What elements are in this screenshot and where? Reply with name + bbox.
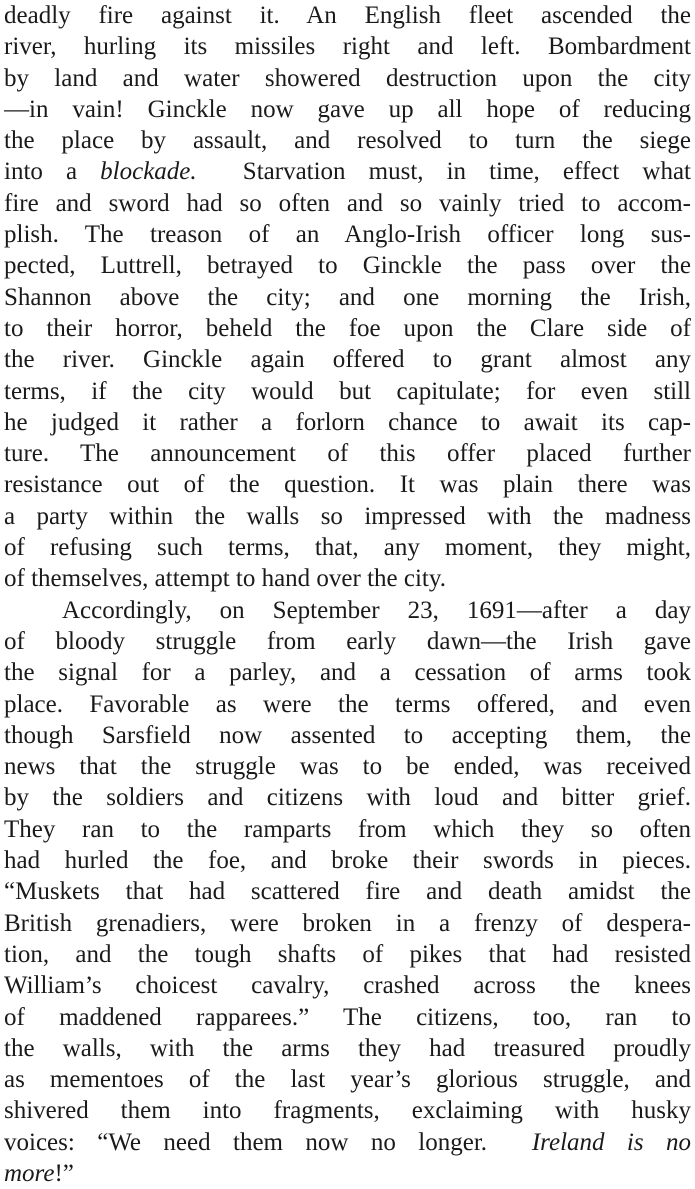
italic-text: blockade.: [100, 158, 197, 186]
text-line: ture. The announcement of this offer placed further: [4, 440, 691, 468]
text-line: British grenadiers, were broken in a frenzy of despera-: [4, 909, 691, 937]
text-line: resistance out of the question. It was plain there was: [4, 471, 691, 499]
text-line: Accordingly, on September 23, 1691—after a day: [62, 596, 691, 624]
italic-text: more: [4, 1159, 55, 1187]
text-line: fire and sword had so often and so vainly tried to accom-: [4, 189, 691, 217]
text-run: into a: [4, 158, 101, 186]
text-line: terms, if the city would but capitulate; for even still: [4, 377, 691, 405]
text-line: the river. Ginckle again offered to grant almost any: [4, 346, 691, 374]
text-line: by land and water showered destruction upon the city: [4, 64, 691, 92]
text-line: news that the struggle was to be ended, was received: [4, 753, 691, 781]
text-line: a party within the walls so impressed with the madness: [4, 502, 691, 530]
text-line: [4, 1158, 691, 1189]
text-line: to their horror, beheld the foe upon the Clare side of: [4, 314, 691, 342]
paragraph-2: [4, 595, 691, 1189]
text-line: tion, and the tough shafts of pikes that had resisted: [4, 940, 691, 968]
text-line: the signal for a parley, and a cessation of arms took: [4, 659, 691, 687]
text-line: by the soldiers and citizens with loud and bitter grief.: [4, 784, 691, 812]
text-line: —in vain! Ginckle now gave up all hope of reducing: [4, 95, 691, 123]
text-line: of themselves, attempt to hand over the city.: [4, 565, 447, 593]
text-line: shivered them into fragments, exclaiming with husky: [4, 1097, 691, 1125]
text-line: pected, Luttrell, betrayed to Ginckle the pass over the: [4, 252, 691, 280]
text-line: of maddened rapparees.” The citizens, too, ran to: [4, 1003, 691, 1031]
text-line: the walls, with the arms they had treasured proudly: [4, 1034, 691, 1062]
text-run: !”: [54, 1159, 74, 1187]
text-line: “Muskets that had scattered fire and death amidst the: [4, 878, 691, 906]
text-line: the place by assault, and resolved to turn the siege: [4, 127, 691, 155]
text-line: place. Favorable as were the terms offered, and even: [4, 690, 691, 718]
text-line: William’s choicest cavalry, crashed across the knees: [4, 972, 691, 1000]
text-line: he judged it rather a forlorn chance to await its cap-: [4, 408, 691, 436]
text-line: deadly fire against it. An English fleet ascended the: [4, 2, 691, 29]
text-line: They ran to the ramparts from which they so often: [4, 815, 691, 843]
paragraph-1: [4, 0, 691, 595]
text-line: [4, 156, 691, 187]
text-line: [4, 1127, 691, 1158]
text-line: as mementoes of the last year’s glorious struggle, and: [4, 1066, 691, 1094]
text-line: of refusing such terms, that, any moment, they might,: [4, 534, 691, 562]
text-line: had hurled the foe, and broke their swords in pieces.: [4, 847, 691, 875]
text-line: Shannon above the city; and one morning the Irish,: [4, 283, 691, 311]
text-run: Starvation must, in time, effect what: [196, 158, 691, 186]
text-line: river, hurling its missiles right and left. Bombardment: [4, 33, 691, 61]
text-line: plish. The treason of an Anglo-Irish officer long sus-: [4, 221, 691, 249]
text-line: though Sarsfield now assented to accepting them, the: [4, 721, 691, 749]
text-line: of bloody struggle from early dawn—the Irish gave: [4, 627, 691, 655]
italic-text: Ireland is no: [531, 1128, 691, 1156]
text-run: voices: “We need them now no longer.: [4, 1128, 532, 1156]
